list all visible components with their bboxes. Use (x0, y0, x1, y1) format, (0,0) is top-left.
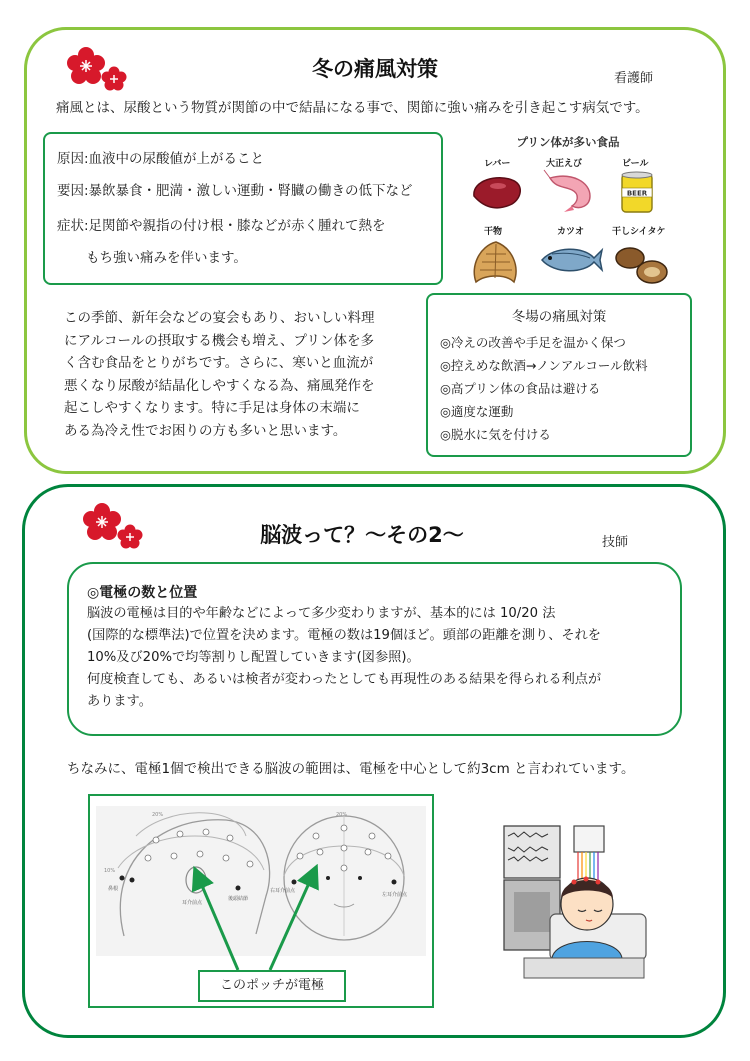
measure-item: ◎脱水に気を付ける (440, 427, 551, 442)
food-label-shiitake: 干しシイタケ (612, 227, 666, 237)
gout-info-box (43, 132, 443, 285)
info-factor: 要因:暴飲暴食・肥満・激しい運動・腎臓の働きの低下など (57, 183, 413, 199)
section2-role: 技師 (602, 535, 629, 550)
measures-title: 冬場の痛風対策 (511, 309, 607, 325)
electrode-text (87, 603, 601, 713)
bonito-icon (538, 240, 604, 280)
section1-role: 看護師 (614, 71, 654, 86)
electrode-line: あります。 (87, 694, 152, 709)
body-line: この季節、新年会などの宴会もあり、おいしい料理 (64, 310, 375, 326)
beer-can-label: BEER (626, 189, 648, 198)
electrode-line: 10%及び20%で均等割りし配置していきます(図参照)。 (87, 650, 420, 665)
electrode-heading: ◎電極の数と位置 (87, 585, 198, 601)
food-label-liver: レバー (484, 159, 511, 169)
measure-item: ◎冷えの改善や手足を温かく保つ (440, 335, 626, 350)
section2-title: 脳波って？～その2～ (260, 523, 464, 547)
body-line: にアルコールの摂取する機会も増え、プリン体を多 (64, 332, 374, 349)
diagram-label: 後頭結節 (228, 896, 249, 902)
electrode-callout-label: このポッチが電極 (198, 970, 346, 1002)
diagram-label: 20% (336, 812, 348, 818)
electrode-range-note: ちなみに、電極1個で検出できる脳波の範囲は、電極を中心として約3cm と言われています。 (67, 761, 635, 777)
body-line: 悪くなり尿酸が結晶化しやすくなる為、痛風発作を (64, 377, 375, 394)
purine-foods-illustration (462, 130, 674, 290)
gout-body-text (64, 307, 375, 442)
electrode-info-box (67, 562, 682, 736)
body-line: 起こしやすくなります。特に手足は身体の末端に (64, 400, 360, 416)
electrode-diagram-box (88, 794, 434, 1008)
diagram-label: 耳介前点 (182, 900, 203, 906)
food-label-dried-fish: 干物 (484, 227, 503, 237)
eeg-machine-illustration (494, 822, 654, 982)
info-symptom-cont: もち強い痛みを伴います。 (86, 250, 247, 266)
diagram-label: 20% (152, 812, 164, 818)
diagram-label: 10% (104, 868, 116, 874)
winter-measures-box (426, 293, 692, 457)
food-label-shrimp: 大正えび (546, 159, 583, 169)
measures-list (440, 331, 648, 446)
diagram-label: 右耳介前点 (270, 888, 296, 894)
body-line: ある為冷え性でお困りの方も多いと思います。 (64, 422, 347, 439)
measure-item: ◎適度な運動 (440, 404, 514, 419)
gout-intro: 痛風とは、尿酸という物質が関節の中で結晶になる事で、関節に強い痛みを引き起こす病気です。 (56, 100, 649, 116)
shiitake-icon (612, 240, 672, 288)
electrode-line: 何度検査しても、あるいは検者が変わったとしても再現性のある結果を得られる利点が (87, 672, 602, 687)
info-symptom: 症状:足関節や親指の付け根・膝などが赤く腫れて熱を (57, 218, 386, 234)
food-label-bonito: カツオ (557, 227, 585, 237)
section1-title: 冬の痛風対策 (312, 57, 438, 81)
measure-item: ◎高プリン体の食品は避ける (440, 381, 601, 396)
body-line: く含む食品をとりがちです。さらに、寒いと血流が (64, 355, 374, 371)
beer-can-icon (618, 170, 658, 216)
diagram-label: 鼻根 (108, 886, 119, 892)
electrode-line: (国際的な標準法)で位置を決めます。電極の数は19個ほど。頭部の距離を測り、それを (87, 628, 601, 643)
diagram-label: 左耳介前点 (382, 892, 408, 898)
info-cause: 原因:血液中の尿酸値が上がること (57, 151, 265, 167)
food-label-beer: ビール (622, 159, 649, 169)
liver-icon (468, 170, 526, 212)
electrode-line: 脳波の電極は目的や年齢などによって多少変わりますが、基本的には 10/20 法 (87, 606, 556, 621)
dried-fish-icon (466, 238, 526, 286)
purine-title: プリン体が多い食品 (516, 135, 620, 149)
measure-item: ◎控えめな飲酒→ノンアルコール飲料 (440, 358, 648, 373)
shrimp-icon (542, 168, 602, 216)
